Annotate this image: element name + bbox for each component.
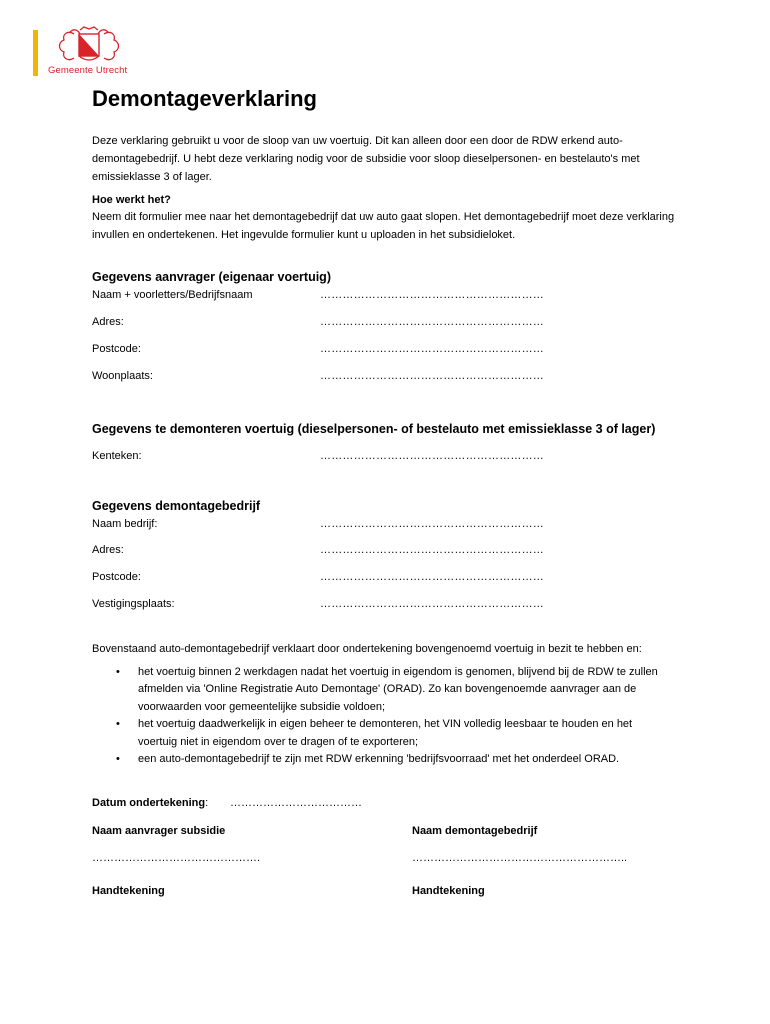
applicant-name-input[interactable]: ………………………………………. bbox=[92, 852, 261, 864]
field-input-company-location[interactable]: …………………………………………………… bbox=[320, 598, 544, 610]
utrecht-coat-of-arms-logo bbox=[52, 26, 126, 66]
intro-paragraph: Deze verklaring gebruikt u voor de sloop van uw voertuig. Dit kan alleen door een door de RDW erkend auto-demontagebedrijf. U hebt deze verklaring nodig voor de subsidie voor sloop dieselpersonen- en bestelauto's met emissieklasse 3 of lager. bbox=[92, 135, 640, 183]
how-heading: Hoe werkt het? bbox=[92, 194, 171, 206]
field-input-company-postcode[interactable]: …………………………………………………… bbox=[320, 571, 544, 583]
date-input[interactable]: ……………………………… bbox=[230, 797, 362, 809]
field-label-company-location: Vestigingsplaats: bbox=[92, 598, 175, 610]
field-label-license-plate: Kenteken: bbox=[92, 450, 142, 462]
logo-accent-bar bbox=[33, 30, 38, 76]
date-signing-row bbox=[92, 797, 208, 809]
declaration-list bbox=[92, 664, 672, 768]
list-item: • het voertuig daadwerkelijk in eigen beheer te demonteren, het VIN volledig leesbaar te houden en het voertuig niet in eigendom over te dragen of te exporteren; bbox=[92, 716, 672, 751]
field-label-company-name: Naam bedrijf: bbox=[92, 518, 158, 530]
applicant-name-label: Naam aanvrager subsidie bbox=[92, 825, 226, 837]
logo-text: Gemeente Utrecht bbox=[48, 65, 128, 76]
field-label-postcode: Postcode: bbox=[92, 343, 141, 355]
date-colon: : bbox=[205, 797, 209, 809]
field-input-company-address[interactable]: …………………………………………………… bbox=[320, 544, 544, 556]
page-title: Demontageverklaring bbox=[92, 86, 317, 111]
field-label-address: Adres: bbox=[92, 316, 124, 328]
field-label-name: Naam + voorletters/Bedrijfsnaam bbox=[92, 289, 253, 301]
company-heading: Gegevens demontagebedrijf bbox=[92, 499, 261, 513]
field-label-company-postcode: Postcode: bbox=[92, 571, 141, 583]
company-name-input[interactable]: ………………………………………………….. bbox=[412, 852, 628, 864]
field-input-postcode[interactable]: …………………………………………………… bbox=[320, 343, 544, 355]
company-signature-label: Handtekening bbox=[412, 885, 485, 897]
applicant-signature-label: Handtekening bbox=[92, 885, 165, 897]
vehicle-heading: Gegevens te demonteren voertuig (dieselpersonen- of bestelauto met emissieklasse 3 of lager) bbox=[92, 422, 656, 436]
list-item: • het voertuig binnen 2 werkdagen nadat het voertuig in eigendom is genomen, blijvend bij de RDW te zullen afmelden via 'Online Registratie Auto Demontage' (ORAD). Zo kan bovengenoemde aanvrager aan de voorwaarden voor gemeentelijke subsidie voldoen; bbox=[92, 664, 672, 716]
field-input-company-name[interactable]: …………………………………………………… bbox=[320, 518, 544, 530]
date-label: Datum ondertekening bbox=[92, 797, 206, 809]
field-input-name[interactable]: …………………………………………………… bbox=[320, 289, 544, 301]
how-text: Neem dit formulier mee naar het demontagebedrijf dat uw auto gaat slopen. Het demontagebedrijf moet deze verklaring invullen en ondertekenen. Het ingevulde formulier kunt u uploaden in het subsidieloket. bbox=[92, 211, 675, 241]
declaration-intro: Bovenstaand auto-demontagebedrijf verklaart door ondertekening bovengenoemd voertuig in bezit te hebben en: bbox=[92, 643, 642, 655]
field-input-city[interactable]: …………………………………………………… bbox=[320, 370, 544, 382]
list-item: • een auto-demontagebedrijf te zijn met RDW erkenning 'bedrijfsvoorraad' met het onderdeel ORAD. bbox=[92, 751, 672, 768]
company-name-label: Naam demontagebedrijf bbox=[412, 825, 538, 837]
field-input-license-plate[interactable]: …………………………………………………… bbox=[320, 450, 544, 462]
applicant-heading: Gegevens aanvrager (eigenaar voertuig) bbox=[92, 270, 331, 284]
field-label-city: Woonplaats: bbox=[92, 370, 153, 382]
field-label-company-address: Adres: bbox=[92, 544, 124, 556]
field-input-address[interactable]: …………………………………………………… bbox=[320, 316, 544, 328]
